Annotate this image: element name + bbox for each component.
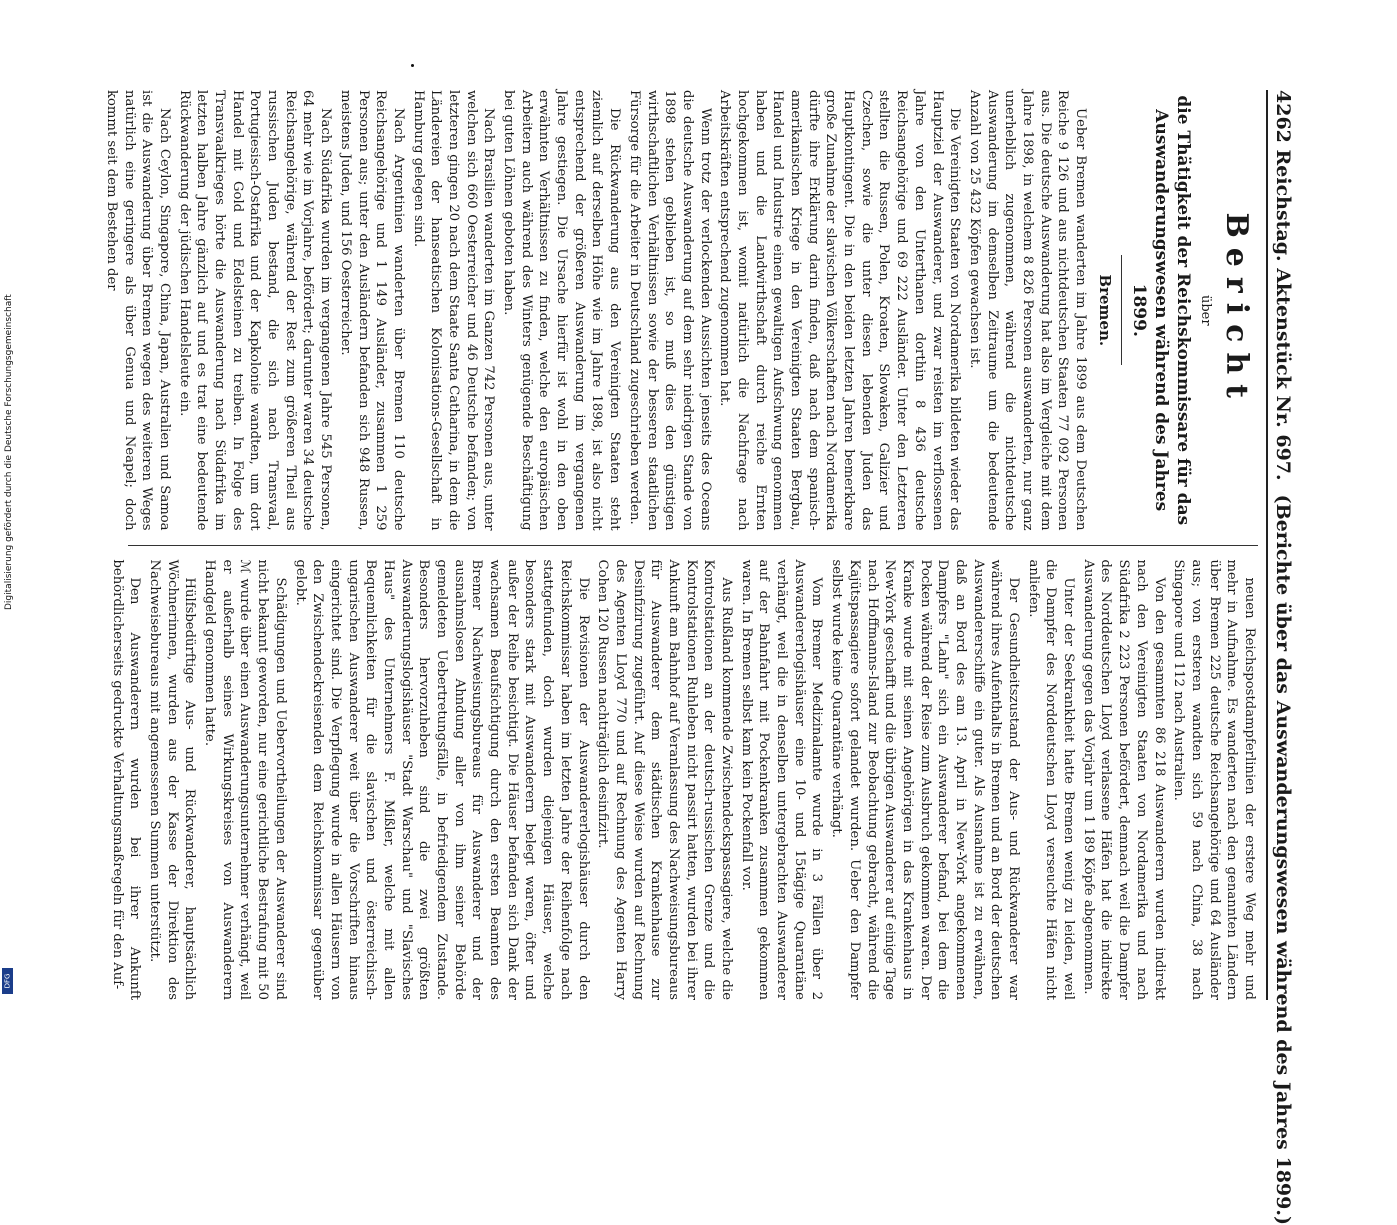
dfg-logo-text: DFG <box>3 973 12 989</box>
running-head <box>1266 90 1294 1225</box>
speck <box>411 64 414 67</box>
paragraph: Der Gesundheitszustand der Aus- und Rückwanderer war während ihres Aufenthalts in Bremen und an Bord der deutschen Auswandererschiffe ein guter. Als Ausnahme ist zu erwähnen, daß an Bord des am 13. April in New-York angekommenen Dampfers "Lahn" sich ein Auswanderer befand, bei dem die Pocken während der Reise zum Ausbruch gekommen waren. Der Kranke wurde mit seinen Angehörigen in das Krankenhaus in New-York geschafft und die übrigen Auswanderer auf einige Tage nach Hoffmanns-Island zur Beobachtung gebracht, während die Kajütspassagiere sofort gelandet wurden. Ueber den Dampfer selbst wurde keine Quarantäne verhängt. <box>829 559 1022 1000</box>
paragraph: Den Auswanderern wurden bei ihrer Ankunft behördlicherseits gedruckte Verhaltungsmaßregeln für den Auf- <box>109 559 143 1000</box>
paragraph: Nach Südafrika wurden im vergangenen Jahre 545 Personen, 64 mehr wie im Vorjahre, befördert; darunter waren 34 deutsche Reichsangehörige, während der Rest zum größeren Theil aus russischen Juden bestand, die sich nach Transvaal, Portugiesisch-Ostafrika und der Kapkolonie wandten, um dort Handel mit Gold und Edelsteinen zu treiben. In Folge des Transvaalkrieges hörte die Auswanderung nach Südafrika im letzten halben Jahre gänzlich auf und es trat eine bedeutende Rückwanderung der jüdischen Handelsleute ein. <box>176 90 334 531</box>
paragraph: Nach Argentinien wanderten über Bremen 110 deutsche Reichsangehörige und 1 149 Ausländer, zusammen 1 259 Personen aus; unter den Ausländern befanden sich 948 Russen, meistens Juden, und 156 Oesterreicher. <box>337 90 406 531</box>
paragraph: Nach Brasilien wanderten im Ganzen 742 Personen aus, unter welchen sich 660 Oesterreicher und 46 Deutsche befanden; von letzteren gingen 20 nach dem Staate Santa Catharina, in dem die Ländereien der hanseatischen Kolonisations-Gesellschaft in Hamburg gelegen sind. <box>410 90 497 531</box>
paragraph: Aus Rußland kommende Zwischendeckspassagiere, welche die Kontrolstationen an der deutsch-russischen Grenze und die Kontrolstationen Ruhleben nicht passirt hatten, wurden bei ihrer Ankunft am Bahnhof auf Veranlassung des Nachweisungsbureaus für Auswanderer dem städtischen Krankenhause zur Desinfizirung zugeführt. Auf diese Weise wurden auf Rechnung des Agenten Lloyd 770 und auf Rechnung des Agenten Harry Cohen 120 Russen nachträglich desinfizirt. <box>595 559 735 1000</box>
running-head-left: 4262 Reichstag. Aktenstück Nr. 697. <box>1272 90 1294 481</box>
paragraph: Vom Bremer Medizinalamte wurde in 3 Fällen über 2 Auswandererlogishäuser eine 10- und 15tägige Quarantäne verhängt, weil die in denselben untergebrachten Auswanderer auf der Bahnfahrt mit Pockenkranken zusammen gekommen waren. In Bremen selbst kam kein Pockenfall vor. <box>738 559 825 1000</box>
report-over: über <box>1197 294 1213 326</box>
title-separator <box>1121 255 1122 365</box>
running-head-right: (Berichte über das Auswanderungswesen während des Jahres 1899.) <box>1272 494 1294 1225</box>
paragraph: Unter der Seekrankheit hatte Bremen wenig zu leiden, weil die Dampfer des Norddeutschen Lloyd verseuchte Häfen nicht anliefen. <box>1025 559 1077 1000</box>
right-column <box>109 559 1258 1000</box>
section-title: Bremen. <box>1096 274 1115 347</box>
left-column <box>103 90 1258 531</box>
column-rule <box>128 545 1258 546</box>
rotated-document-page <box>100 80 1300 1225</box>
paragraph: Die Revisionen der Auswandererlogishäuser durch den Reichskommissar haben im letzten Jahre der Reihenfolge nach stattgefunden, doch wurden diejenigen Häuser, welche besonders stark mit Auswanderern belegt waren, öfter und außer der Reihe besichtigt. Die Häuser befanden sich Dank der wachsamen Beaufsichtigung durch den ersten Beamten des Bremer Nachweisungsbureaus für Auswanderer und der ausnahmslosen Ahndung aller von ihm seiner Behörde gemeldeten Uebertretungsfälle, in befriedigendem Zustande. Besonders hervorzuheben sind die zwei größten Auswanderungslogishäuser "Stadt Warschau" und "Slavisches Haus" des Unternehmers F. Mißler, welche mit allen Bequemlichkeiten für die slavischen und österreichisch-ungarischen Auswanderer weit über die Vorschriften hinaus eingerichtet sind. Die Verpflegung wurde in allen Häusern von den Zwischendeckreisenden dem Reichskommissar gegenüber gelobt. <box>292 559 591 1000</box>
paragraph: Von den gesammten 86 218 Auswanderern wurden indirekt nach den Vereinigten Staaten von Nordamerika und nach Südafrika 2 223 Personen befördert, demnach weil die Dampfer des Norddeutschen Lloyd verlassene Häfen hat die indirekte Auswanderung gegen das Vorjahr um 1 189 Köpfe abgenommen. <box>1080 559 1167 1000</box>
paragraph: Wenn trotz der verlockenden Aussichten jenseits des Oceans die deutsche Auswanderung auf dem sehr niedrigen Stande von 1898 stehen geblieben ist, so muß dies den günstigen wirthschaftlichen Verhältnissen sowie der besseren staatlichen Fürsorge für die Arbeiter in Deutschland zugeschrieben werden. <box>626 90 713 531</box>
paragraph: neuen Reichspostdampferlinien der erstere Weg mehr und mehr in Aufnahme. Es wanderten nach den genannten Ländern über Bremen 225 deutsche Reichsangehörige und 64 Ausländer aus; von ersteren wandten sich 59 nach China, 38 nach Singapore und 112 nach Australien. <box>1171 559 1257 1000</box>
paragraph: Die Rückwanderung aus den Vereinigten Staaten steht ziemlich auf derselben Höhe wie im Jahre 1898, ist also nicht entsprechend der größeren Auswanderung im vergangenen Jahre gestiegen. Die Ursache hierfür ist wohl in den oben erwähnten Verhältnissen zu finden, welche den europäischen Arbeitern auch während des Winters genügende Beschäftigung bei guten Löhnen geboten haben. <box>501 90 623 531</box>
paragraph: Hülfsbedürftige Aus- und Rückwanderer, hauptsächlich Wöchnerinnen, wurden aus der Kasse der Direktion des Nachweisebureaus mit angemessenen Summen unterstützt. <box>147 559 198 1000</box>
report-title: Bericht <box>1219 212 1254 409</box>
text-columns <box>103 90 1258 1000</box>
paragraph: Die Vereinigten Staaten von Nordamerika bildeten wieder das Hauptziel der Auswanderer, und zwar reisten im verflossenen Jahre von den Unterthanen dorthin 8 436 deutsche Reichsangehörige und 69 222 Ausländer. Unter den Letzteren stellten die Russen, Polen, Kroaten, Slowaken, Galizier und Czechen, sowie die unter diesen lebenden Juden das Hauptkontingent. Die in den beiden letzten Jahren bemerkbare große Zunahme der slavischen Völkerschaften nach Nordamerika dürfte ihre Erklärung darin finden, daß nach dem spanisch-amerikanischen Kriege in den Vereinigten Staaten Bergbau, Handel und Industrie einen gewaltigen Aufschwung genommen haben und die Landwirthschaft durch reiche Ernten hochgekommen ist, womit natürlich die Nachfrage nach Arbeitskräften entsprechend zugenommen hat. <box>717 90 963 531</box>
dfg-logo <box>2 968 13 994</box>
paragraph: Ueber Bremen wanderten im Jahre 1899 aus dem Deutschen Reiche 9 126 und aus nichtdeutschen Staaten 77 092 Personen aus. Die deutsche Auswanderung hat also im Vergleiche mit dem Jahre 1898, in welchem 8 826 Personen auswanderten, nur ganz unerheblich zugenommen, während die nichtdeutsche Auswanderung im demselben Zeitraume um die bedeutende Anzahl von 25 432 Köpfen gewachsen ist. <box>966 90 1089 531</box>
report-subtitle: die Thätigkeit der Reichskommissare für das Auswanderungswesen während des Jahres 1899. <box>1129 95 1194 526</box>
paragraph: Nach Ceylon, Singapore, China, Japan, Australien und Samoa ist die Auswanderung über Bremen wegen des weiteren Weges natürlich eine geringere als über Genua und Neapel; doch kommt seit dem Bestehen der <box>103 90 172 531</box>
paragraph: Schädigungen und Uebervortheilungen der Auswanderer sind nicht bekannt geworden, nur eine gerichtliche Bestrafung mit 50 ℳ wurde über einen Auswanderungsunternehmer verhängt, weil er außerhalb seines Wirkungskreises von Auswanderern Handgeld genommen hatte. <box>202 559 288 1000</box>
left-paragraphs <box>102 90 1089 531</box>
digitization-credit: Digitalisierung gefördert durch die Deutsche Forschungsgemeinschaft <box>4 294 14 610</box>
